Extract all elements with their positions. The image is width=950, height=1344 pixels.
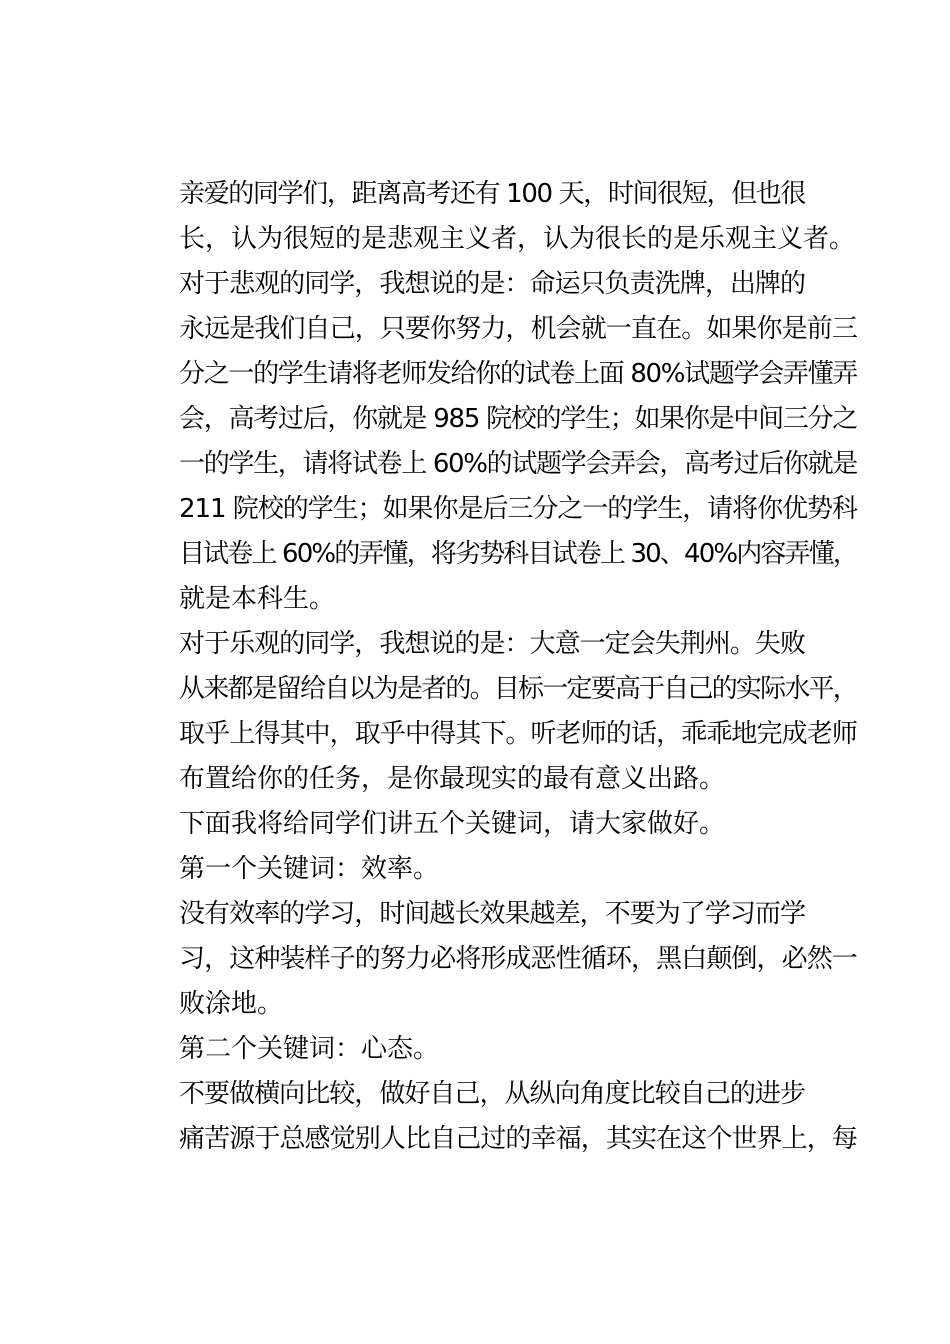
text-line: 没有效率的学习，时间越长效果越差，不要为了学习而学 bbox=[179, 899, 805, 929]
text-line: 目试卷上 60%的弄懂，将劣势科目试卷上 30、40%内容弄懂， bbox=[179, 539, 857, 569]
heading-keyword-1 bbox=[127, 847, 857, 892]
text-line: 永远是我们自己，只要你努力，机会就一直在。如果你是前三 bbox=[179, 314, 857, 344]
text-line: 取乎上得其中，取乎中得其下。听老师的话，乖乖地完成老师 bbox=[179, 719, 857, 749]
paragraph-efficiency bbox=[127, 892, 857, 1027]
text-line: 下面我将给同学们讲五个关键词，请大家做好。 bbox=[179, 809, 726, 839]
text-line: 亲爱的同学们，距离高考还有 100 天，时间很短，但也很 bbox=[179, 179, 805, 209]
text-line: 第二个关键词：心态。 bbox=[179, 1034, 440, 1064]
text-line: 会，高考过后，你就是 985 院校的学生；如果你是中间三分之 bbox=[179, 404, 858, 434]
paragraph-keywords-intro bbox=[127, 802, 857, 847]
text-line: 对于乐观的同学，我想说的是：大意一定会失荆州。失败 bbox=[179, 629, 805, 659]
text-line: 就是本科生。 bbox=[179, 584, 336, 614]
text-line: 从来都是留给自以为是者的。目标一定要高于自己的实际水平， bbox=[179, 674, 857, 704]
text-line: 长，认为很短的是悲观主义者，认为很长的是乐观主义者。 bbox=[179, 224, 856, 254]
paragraph-optimist bbox=[127, 622, 857, 802]
text-line: 败涂地。 bbox=[179, 989, 284, 1019]
text-line: 分之一的学生请将老师发给你的试卷上面 80%试题学会弄懂弄 bbox=[179, 359, 857, 389]
text-line: 对于悲观的同学，我想说的是：命运只负责洗牌，出牌的 bbox=[179, 269, 805, 299]
text-line: 211 院校的学生；如果你是后三分之一的学生，请将你优势科 bbox=[179, 494, 857, 524]
text-line: 第一个关键词：效率。 bbox=[179, 854, 440, 884]
paragraph-mindset bbox=[127, 1072, 857, 1162]
text-line: 习，这种装样子的努力必将形成恶性循环，黑白颠倒，必然一 bbox=[179, 944, 857, 974]
text-line: 一的学生，请将试卷上 60%的试题学会弄会，高考过后你就是 bbox=[179, 449, 857, 479]
heading-keyword-2 bbox=[127, 1027, 857, 1072]
text-line: 不要做横向比较，做好自己，从纵向角度比较自己的进步 bbox=[179, 1079, 805, 1109]
text-line: 痛苦源于总感觉别人比自己过的幸福，其实在这个世界上，每 bbox=[179, 1124, 857, 1154]
text-line: 布置给你的任务，是你最现实的最有意义出路。 bbox=[179, 764, 726, 794]
document-page bbox=[127, 172, 857, 1162]
paragraph-pessimist bbox=[127, 262, 857, 622]
paragraph-intro bbox=[127, 172, 857, 262]
